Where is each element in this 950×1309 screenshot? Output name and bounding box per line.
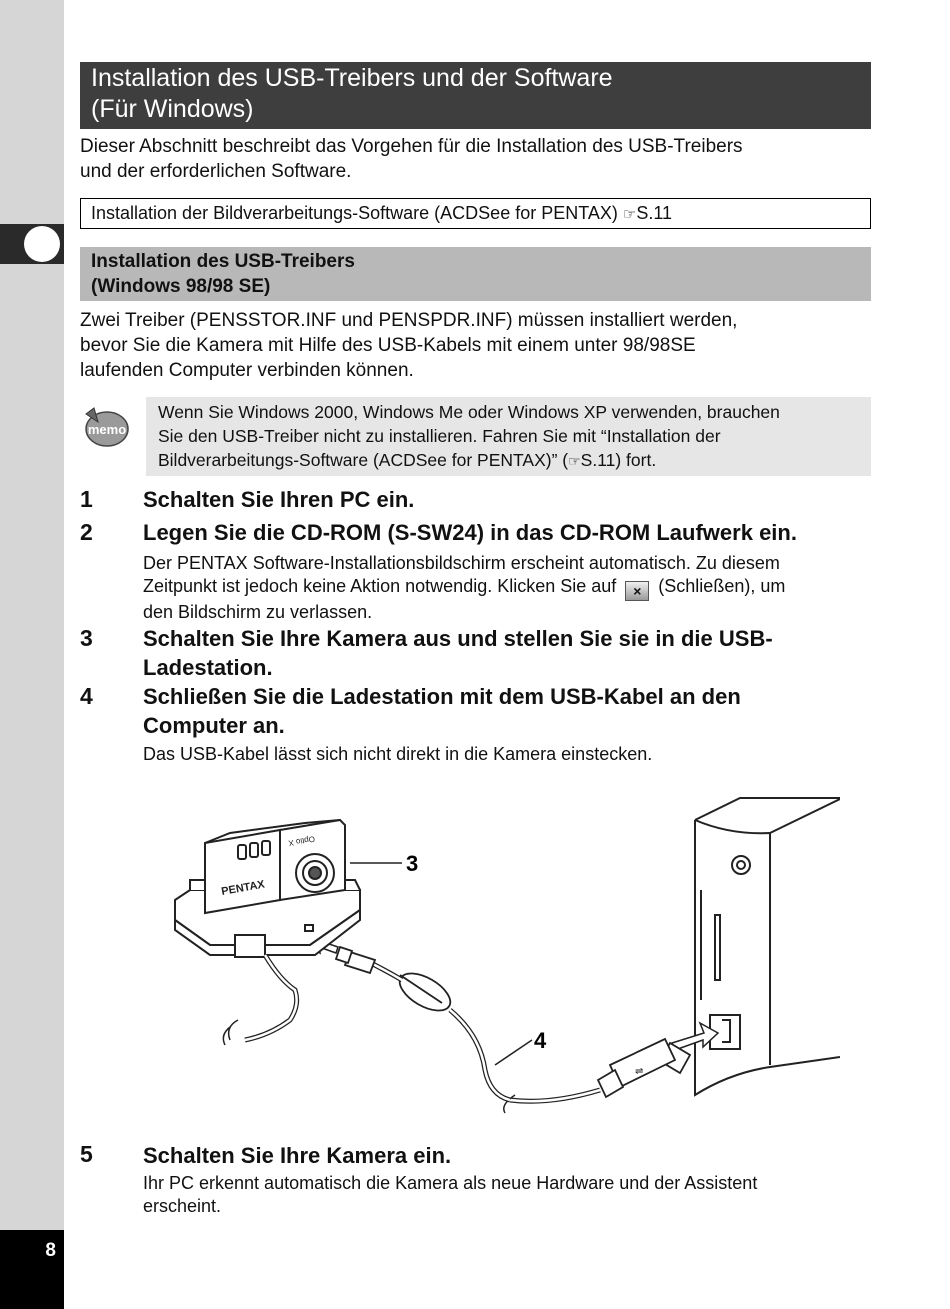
step-2-body-line2 [143,575,878,601]
step-3-title [143,624,878,682]
step-5-body [143,1172,878,1218]
memo-icon [80,402,130,452]
mini-usb-plug [336,947,375,973]
subheading-line2: (Windows 98/98 SE) [91,276,271,297]
reference-text: Installation der Bildverarbeitungs-Software (ACDSee for PENTAX) [91,203,623,223]
callout-4-leader [495,1040,532,1065]
step-1-title: Schalten Sie Ihren PC ein. [143,487,415,512]
usb-icon: ⇌ [635,1066,644,1077]
step-4-number: 4 [80,683,93,709]
step-3-title-line1: Schalten Sie Ihre Kamera aus und stellen Sie sie in die USB- [143,626,773,651]
usb-connection-illustration [170,795,840,1115]
step-2-number: 2 [80,519,93,545]
driver-paragraph [80,308,880,383]
step-3-title-line2: Ladestation. [143,655,273,680]
step-4-body: Das USB-Kabel lässt sich nicht direkt in die Kamera einstecken. [143,744,653,764]
intro-line1: Dieser Abschnitt beschreibt das Vorgehen für die Installation des USB-Treibers [80,136,743,157]
memo-box [146,397,871,476]
step-2-body-line2-end: (Schließen), um [653,576,786,596]
step-2-body-line1: Der PENTAX Software-Installationsbildschirm erscheint automatisch. Zu diesem [143,553,780,573]
section-title-line2: (Für Windows) [91,95,254,123]
step-3-number: 3 [80,625,93,651]
step-4-title-line1: Schließen Sie die Ladestation mit dem USB-Kabel an den [143,684,741,709]
step-5-body-line2: erscheint. [143,1196,222,1216]
memo-line1: Wenn Sie Windows 2000, Windows Me oder Windows XP verwenden, brauchen [158,402,780,422]
intro-line2: und der erforderlichen Software. [80,161,352,182]
chapter-tab-marker [24,226,60,262]
callout-3: 3 [406,851,419,876]
page-number: 8 [45,1240,56,1261]
step-1-number: 1 [80,486,93,512]
close-window-icon[interactable]: × [625,581,649,601]
step-5-title: Schalten Sie Ihre Kamera ein. [143,1143,452,1168]
ferrite-core [394,966,456,1018]
subsection-heading [80,247,871,301]
chapter-tab [0,224,64,264]
memo-line2: Sie den USB-Treiber nicht zu installieren. Fahren Sie mit “Installation der [158,426,721,446]
step-5-number: 5 [80,1141,93,1167]
intro-paragraph [80,134,880,184]
reference-hand-icon: ☞ [622,206,637,223]
memo-reference-page[interactable]: S.11 [580,450,616,470]
computer-tower [695,798,840,1095]
section-title-line1: Installation des USB-Treibers und der Software [91,64,613,92]
side-strip [0,0,64,1309]
reference-box [80,198,871,229]
memo-line3 [158,448,859,473]
step-5-body-line1: Ihr PC erkennt automatisch die Kamera als neue Hardware und der Assistent [143,1173,758,1193]
memo-line3-end: ) fort. [615,450,657,470]
reference-page[interactable]: S.11 [636,203,673,223]
driver-line1: Zwei Treiber (PENSSTOR.INF und PENSPDR.INF) müssen installiert werden, [80,310,738,331]
camera-back-brand-label: Optio X [287,834,316,848]
subheading-line1: Installation des USB-Treibers [91,251,355,272]
step-2-title: Legen Sie die CD-ROM (S-SW24) in das CD-ROM Laufwerk ein. [143,520,797,545]
reference-hand-icon: ☞ [568,453,581,469]
usb-plug [598,1039,690,1097]
memo-line3-text: Bildverarbeitungs-Software (ACDSee for PENTAX)” ( [158,450,569,470]
step-2-body-line2-text: Zeitpunkt ist jedoch keine Aktion notwendig. Klicken Sie auf [143,576,622,596]
driver-line3: laufenden Computer verbinden können. [80,360,414,381]
driver-line2: bevor Sie die Kamera mit Hilfe des USB-Kabels mit einem unter 98/98SE [80,335,696,356]
step-2-body-line3: den Bildschirm zu verlassen. [143,602,373,622]
memo-icon-label: memo [87,422,127,437]
camera-brand-label: PENTAX [220,878,266,898]
step-4-title [143,682,878,740]
step-2-body [143,552,878,624]
step-4-title-line2: Computer an. [143,713,285,738]
callout-4: 4 [534,1028,547,1053]
section-title [80,62,871,129]
